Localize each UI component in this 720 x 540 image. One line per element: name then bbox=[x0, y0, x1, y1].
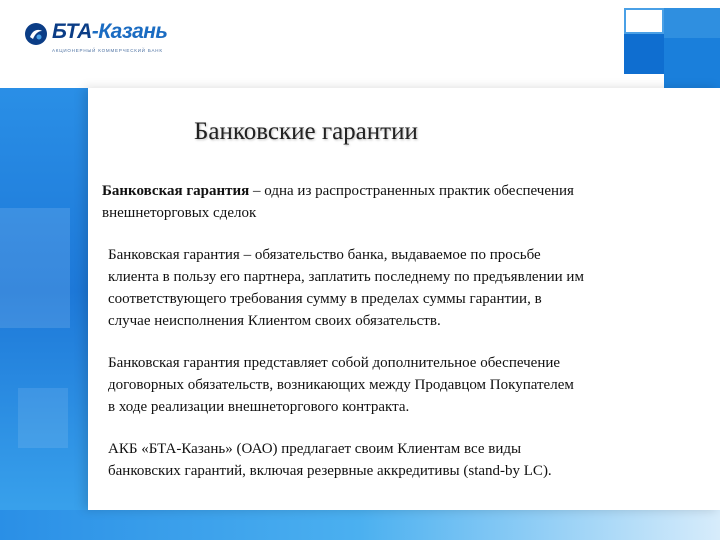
paragraph-line: договорных обязательств, возникающих между Продавцом Покупателем bbox=[108, 377, 574, 393]
bank-logo bbox=[24, 20, 168, 64]
paragraph-line: клиента в пользу его партнера, заплатить последнему по предъявлении им bbox=[108, 269, 584, 285]
decor-square bbox=[18, 388, 68, 448]
bold-term: Банковская гарантия bbox=[102, 183, 250, 199]
bank-name-dash: - bbox=[91, 20, 99, 43]
bank-logo-icon bbox=[24, 22, 48, 46]
bottom-blue-band bbox=[0, 510, 720, 540]
paragraph-line: в ходе реализации внешнеторгового контракта. bbox=[108, 399, 410, 415]
bank-name bbox=[52, 20, 167, 44]
left-blue-band bbox=[0, 88, 88, 540]
paragraph-additional-security bbox=[108, 352, 708, 418]
paragraph-line bbox=[102, 180, 702, 202]
paragraph-definition bbox=[102, 180, 702, 224]
bank-subtitle: АКЦИОНЕРНЫЙ КОММЕРЧЕСКИЙ БАНК bbox=[52, 48, 163, 53]
decor-square bbox=[664, 38, 720, 88]
paragraph-bank-offer bbox=[108, 438, 708, 482]
slide-header bbox=[0, 0, 720, 88]
bank-name-part1: БТА bbox=[52, 20, 92, 43]
paragraph-line: Банковская гарантия – обязательство банка, выдаваемое по просьбе bbox=[108, 247, 541, 263]
paragraph-line: банковских гарантий, включая резервные аккредитивы (stand-by LC). bbox=[108, 463, 552, 479]
bank-name-part2: Казань bbox=[98, 20, 168, 43]
paragraph-text: – одна из распространенных практик обеспечения bbox=[249, 183, 574, 199]
paragraph-line: АКБ «БТА-Казань» (ОАО) предлагает своим Клиентам все виды bbox=[108, 441, 522, 457]
slide-title: Банковские гарантии bbox=[194, 118, 418, 145]
decor-square bbox=[624, 8, 664, 34]
paragraph-line: внешнеторговых сделок bbox=[102, 205, 257, 221]
decor-square bbox=[0, 208, 70, 328]
decor-square bbox=[624, 34, 664, 74]
paragraph-line: соответствующего требования сумму в пределах суммы гарантии, в bbox=[108, 291, 542, 307]
paragraph-line: Банковская гарантия представляет собой дополнительное обеспечение bbox=[108, 355, 561, 371]
paragraph-line: случае неисполнения Клиентом своих обязательств. bbox=[108, 313, 441, 329]
decor-square bbox=[664, 8, 720, 38]
paragraph-guarantee-obligation bbox=[108, 244, 708, 332]
